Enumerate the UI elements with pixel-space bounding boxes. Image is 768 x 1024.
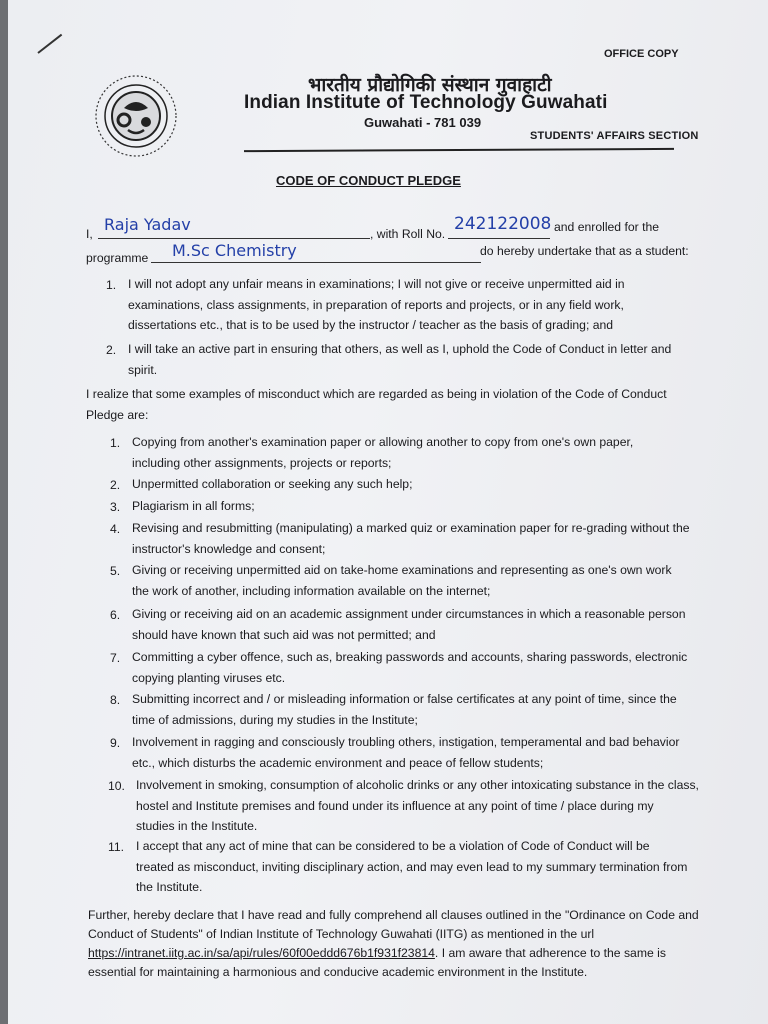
programme-value: M.Sc Chemistry: [172, 241, 297, 260]
list-item-number: 9.: [110, 736, 121, 750]
list-item: Unpermitted collaboration or seeking any such help;: [132, 477, 413, 491]
enrolled-label: and enrolled for the: [554, 220, 660, 234]
roll-underline: [448, 238, 550, 239]
list-item: Giving or receiving unpermitted aid on take-home examinations and representing as one's own work the work of another, including information available on the internet;: [132, 563, 672, 598]
roll-number: 242122008: [454, 214, 552, 234]
list-item-number: 4.: [110, 522, 121, 536]
institute-address: Guwahati - 781 039: [364, 115, 482, 130]
name-underline: [98, 238, 370, 239]
pledge-document: [8, 0, 768, 1024]
list-item-number: 10.: [108, 779, 125, 793]
student-name: Raja Yadav: [104, 215, 191, 234]
list-item-number: 5.: [110, 564, 121, 578]
declaration-paragraph: Further, hereby declare that I have read and fully comprehend all clauses outlined in the "Ordinance on Code and Conduct of Students" of Indian Institute of Technology Guwahati (IITG) as mentioned in the url https://intranet.iitg.ac.in/sa/api/rules/60f00eddd676b1f931f23814. I am aware that adherence to the same is essential for maintaining a harmonious and conducive academic environment in the Institute.: [88, 908, 699, 979]
office-copy-label: OFFICE COPY: [604, 48, 679, 60]
undertake-label: do hereby undertake that as a student:: [480, 244, 689, 258]
list-item: Revising and resubmitting (manipulating) a marked quiz or examination paper for re-grading without the instructor's knowledge and consent;: [132, 521, 690, 556]
list-item: Submitting incorrect and / or misleading information or false certificates at any point of time, since the time of admissions, during my studies in the Institute;: [132, 692, 677, 727]
pen-mark: [37, 34, 62, 54]
list-item-number: 2.: [106, 343, 117, 357]
programme-label: programme: [86, 251, 149, 265]
roll-label: , with Roll No.: [370, 227, 446, 241]
iitg-logo: [94, 74, 178, 158]
list-item: Plagiarism in all forms;: [132, 499, 255, 513]
header-divider: [244, 148, 674, 152]
list-item-number: 1.: [106, 278, 117, 292]
list-item: Giving or receiving aid on an academic assignment under circumstances in which a reasonable person should have known that such aid was not permitted; and: [132, 607, 686, 642]
list-item-number: 8.: [110, 693, 121, 707]
name-prefix: I,: [86, 227, 93, 241]
list-item-number: 7.: [110, 651, 121, 665]
institute-name-hindi: भारतीय प्रौद्योगिकी संस्थान गुवाहाटी: [308, 74, 552, 96]
list-item: I will not adopt any unfair means in examinations; I will not give or receive unpermitted aid in examinations, class assignments, in preparation of reports and projects, or in any field work, dissertations etc., that is to be used by the instructor / teacher as the basis of grading; and: [128, 277, 625, 332]
list-item: Committing a cyber offence, such as, breaking passwords and accounts, sharing passwords, electronic copying planting viruses etc.: [132, 650, 688, 685]
list-item: I will take an active part in ensuring that others, as well as I, uphold the Code of Conduct in letter and spirit.: [128, 342, 672, 377]
list-item: I accept that any act of mine that can be considered to be a violation of Code of Conduct will be treated as misconduct, inviting disciplinary action, and may even lead to my summary termination from the Institute.: [136, 839, 688, 894]
section-label: STUDENTS' AFFAIRS SECTION: [530, 130, 699, 142]
list-item-number: 3.: [110, 500, 121, 514]
programme-underline: [151, 262, 481, 263]
list-item-number: 1.: [110, 436, 121, 450]
list-item-number: 6.: [110, 608, 121, 622]
list-item-number: 11.: [108, 840, 125, 854]
list-item: Involvement in smoking, consumption of alcoholic drinks or any other intoxicating substance in the class, hostel and Institute premises and found under its influence at any point of time / place during my studies in the Institute.: [136, 778, 699, 833]
realize-paragraph: I realize that some examples of misconduct which are regarded as being in violation of the Code of Conduct Pledge are:: [86, 387, 667, 422]
list-item-number: 2.: [110, 478, 121, 492]
institute-name: Indian Institute of Technology Guwahati: [244, 92, 608, 113]
ordinance-link[interactable]: https://intranet.iitg.ac.in/sa/api/rules/60f00eddd676b1f931f23814: [88, 946, 435, 960]
list-item: Involvement in ragging and consciously troubling others, instigation, temperamental and bad behavior etc., which disturbs the academic environment and peace of fellow students;: [132, 735, 680, 770]
document-title: CODE OF CONDUCT PLEDGE: [276, 173, 461, 188]
list-item: Copying from another's examination paper or allowing another to copy from one's own paper, including other assignments, projects or reports;: [132, 435, 634, 470]
